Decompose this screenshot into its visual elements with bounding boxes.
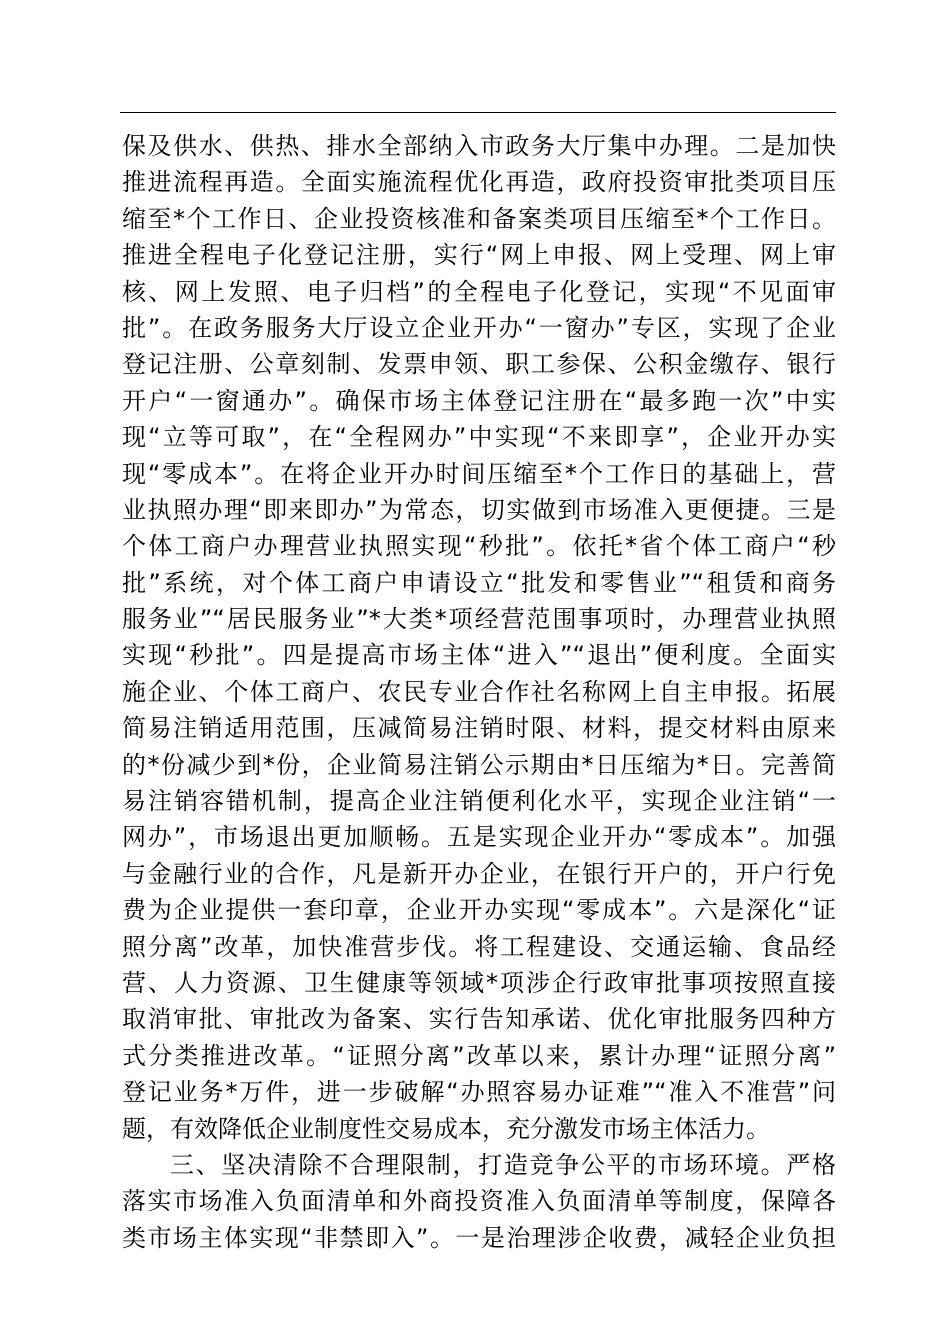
text-line: 登记业务*万件，进一步破解“办照容易办证难”“准入不准营”问 [122, 1078, 836, 1107]
text-line: 批”。在政务服务大厅设立企业开办“一窗办”专区，实现了企业 [122, 313, 836, 342]
text-line: 现“立等可取”，在“全程网办”中实现“不来即享”，企业开办实 [122, 423, 836, 452]
text-line: 保及供水、供热、排水全部纳入市政务大厅集中办理。二是加快 [122, 132, 836, 160]
paragraph-2 [122, 1147, 836, 1256]
header-rule [120, 112, 836, 113]
text-line: 实现“秒批”。四是提高市场主体“进入”“退出”便利度。全面实 [122, 641, 836, 670]
text-line: 营、人力资源、卫生健康等领域*项涉企行政审批事项按照直接 [122, 968, 836, 997]
text-line: 批”系统，对个体工商户申请设立“批发和零售业”“租赁和商务 [122, 568, 836, 597]
text-line: 的*份减少到*份，企业简易注销公示期由*日压缩为*日。完善简 [122, 750, 836, 779]
text-line: 类市场主体实现“非禁即入”。一是治理涉企收费，减轻企业负担 [122, 1223, 836, 1252]
document-body [122, 128, 836, 1256]
text-line: 推进全程电子化登记注册，实行“网上申报、网上受理、网上审 [122, 241, 836, 270]
text-line: 照分离”改革，加快准营步伐。将工程建设、交通运输、食品经 [122, 932, 836, 961]
text-line: 与金融行业的合作，凡是新开办企业，在银行开户的，开户行免 [122, 859, 836, 888]
text-line: 简易注销适用范围，压减简易注销时限、材料，提交材料由原来 [122, 714, 836, 743]
text-line: 服务业”“居民服务业”*大类*项经营范围事项时，办理营业执照 [122, 605, 836, 634]
text-line: 式分类推进改革。“证照分离”改革以来，累计办理“证照分离” [122, 1041, 836, 1070]
text-line: 缩至*个工作日、企业投资核准和备案类项目压缩至*个工作日。 [122, 204, 836, 233]
text-line: 取消审批、审批改为备案、实行告知承诺、优化审批服务四种方 [122, 1005, 836, 1034]
text-line: 现“零成本”。在将企业开办时间压缩至*个工作日的基础上，营 [122, 459, 836, 488]
text-line: 业执照办理“即来即办”为常态，切实做到市场准入更便捷。三是 [122, 495, 836, 524]
text-line: 易注销容错机制，提高企业注销便利化水平，实现企业注销“一 [122, 787, 836, 816]
text-line: 三、坚决清除不合理限制，打造竞争公平的市场环境。严格 [170, 1150, 836, 1179]
paragraph-1 [122, 128, 836, 1147]
text-line: 登记注册、公章刻制、发票申领、职工参保、公积金缴存、银行 [122, 350, 836, 379]
text-line: 个体工商户办理营业执照实现“秒批”。依托*省个体工商户“秒 [122, 532, 836, 561]
text-line: 题，有效降低企业制度性交易成本，充分激发市场主体活力。 [122, 1114, 770, 1143]
text-line: 网办”，市场退出更加顺畅。五是实现企业开办“零成本”。加强 [122, 823, 836, 852]
text-line: 核、网上发照、电子归档”的全程电子化登记，实现“不见面审 [122, 277, 836, 306]
text-line: 费为企业提供一套印章，企业开办实现“零成本”。六是深化“证 [122, 896, 836, 925]
text-line: 开户“一窗通办”。确保市场主体登记注册在“最多跑一次”中实 [122, 386, 836, 415]
text-line: 施企业、个体工商户、农民专业合作社名称网上自主申报。拓展 [122, 677, 836, 706]
text-line: 落实市场准入负面清单和外商投资准入负面清单等制度，保障各 [122, 1187, 836, 1216]
text-line: 推进流程再造。全面实施流程优化再造，政府投资审批类项目压 [122, 168, 836, 197]
